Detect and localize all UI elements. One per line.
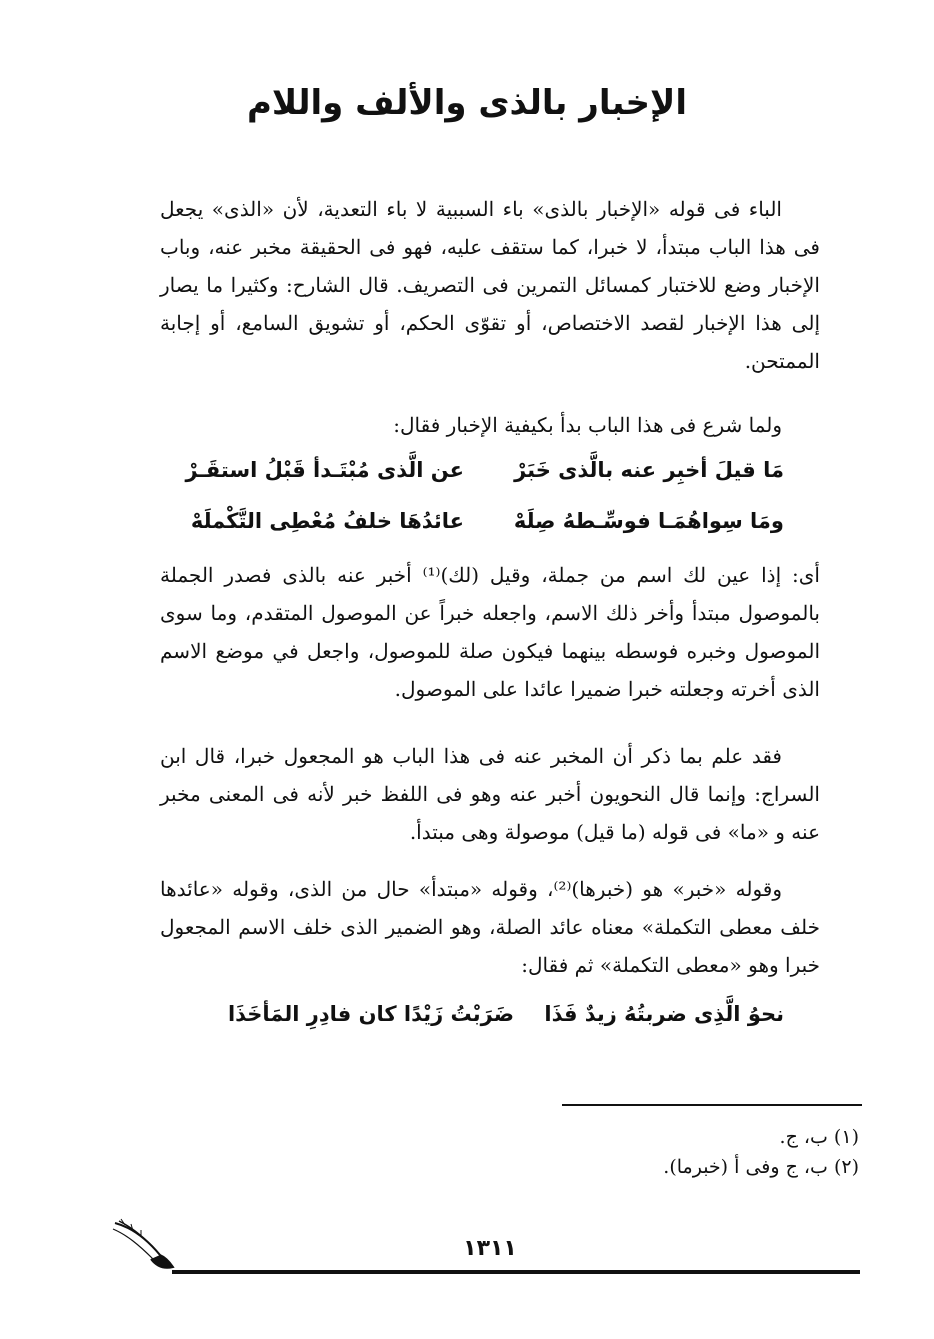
paragraph-1: الباء فى قوله «الإخبار بالذى» باء السببية لا باء التعدية، لأن «الذى» يجعل فى هذا الباب مبتدأ، لا خبرا، كما ستقف عليه، فهو فى الحقيقة مخبر عنه، وباب الإخبار وضع للاختبار كمسائل التمرين فى التصريف. قال الشارح: وكثيرا ما يصار إلى هذا الإخبار لقصد الاختصاص، أو تقوّى الحكم، أو تشويق السامع، أو إجابة الممتحن. bbox=[160, 197, 820, 373]
verse-3-second-hemistich: ضَرَبْتُ زَيْدًا كان فادِرِ المَأخَذَا bbox=[227, 1002, 514, 1026]
footnote-divider bbox=[562, 1104, 862, 1106]
paragraph-5: وقوله «خبر» هو (خبرها)⁽²⁾، وقوله «مبتدأ» حال من الذى، وقوله «عائدها خلف معطى التكملة» معناه عائد الصلة، وهو الضمير الذى خلف الاسم المجعول خبرا وهو «معطى التكملة» ثم فقال: bbox=[160, 877, 820, 977]
footer-rule bbox=[172, 1270, 860, 1274]
verse-2-first-hemistich: ومَا سِواهُمَـا فوسِّـطهُ صِلَهْ bbox=[513, 509, 784, 533]
page-number: ١٣١١ bbox=[463, 1236, 517, 1261]
paragraph-4: فقد علم بما ذكر أن المخبر عنه فى هذا الباب هو المجعول خبرا، قال ابن السراج: وإنما قال النحويون أخبر عنه وهو فى اللفظ خبر لأنه فى المعنى مخبر عنه و «ما» فى قوله (ما قيل) موصولة وهى مبتدأ. bbox=[160, 744, 820, 844]
paragraph-3: أى: إذا عين لك اسم من جملة، وقيل (لك)⁽¹⁾ أخبر عنه بالذى فصدر الجملة بالموصول مبتدأ وأخر ذلك الاسم، واجعله خبراً عن الموصول المتقدم، وما سوى الموصول وخبره فوسطه بينهما فيكون صلة للموصول، واجعل في موضع الاسم الذى أخرته وجعلته خبرا ضميرا عائدا على الموصول. bbox=[160, 563, 820, 701]
footnote-1: (١) ب، ج. bbox=[779, 1126, 859, 1148]
verse-1-second-hemistich: عن الَّذى مُبْتَـدأ قَبْلُ استقَـرْ bbox=[185, 458, 464, 482]
quill-pen-icon bbox=[105, 1215, 180, 1275]
footnote-2: (٢) ب، ج وفى أ (خبرما). bbox=[663, 1156, 859, 1178]
verse-3-first-hemistich: نحوُ الَّذِى ضربتُهُ زيدٌ فَذَا bbox=[544, 1002, 784, 1026]
verse-2-second-hemistich: عائدُهَا خلفُ مُعْطِى التَّكْملَهْ bbox=[190, 509, 464, 533]
paragraph-2: ولما شرع فى هذا الباب بدأ بكيفية الإخبار فقال: bbox=[393, 413, 782, 437]
chapter-title: الإخبار بالذى والألف واللام bbox=[247, 83, 687, 123]
verse-1-first-hemistich: مَا قيلَ أخبِر عنه بالَّذى خَبَرْ bbox=[514, 458, 784, 482]
